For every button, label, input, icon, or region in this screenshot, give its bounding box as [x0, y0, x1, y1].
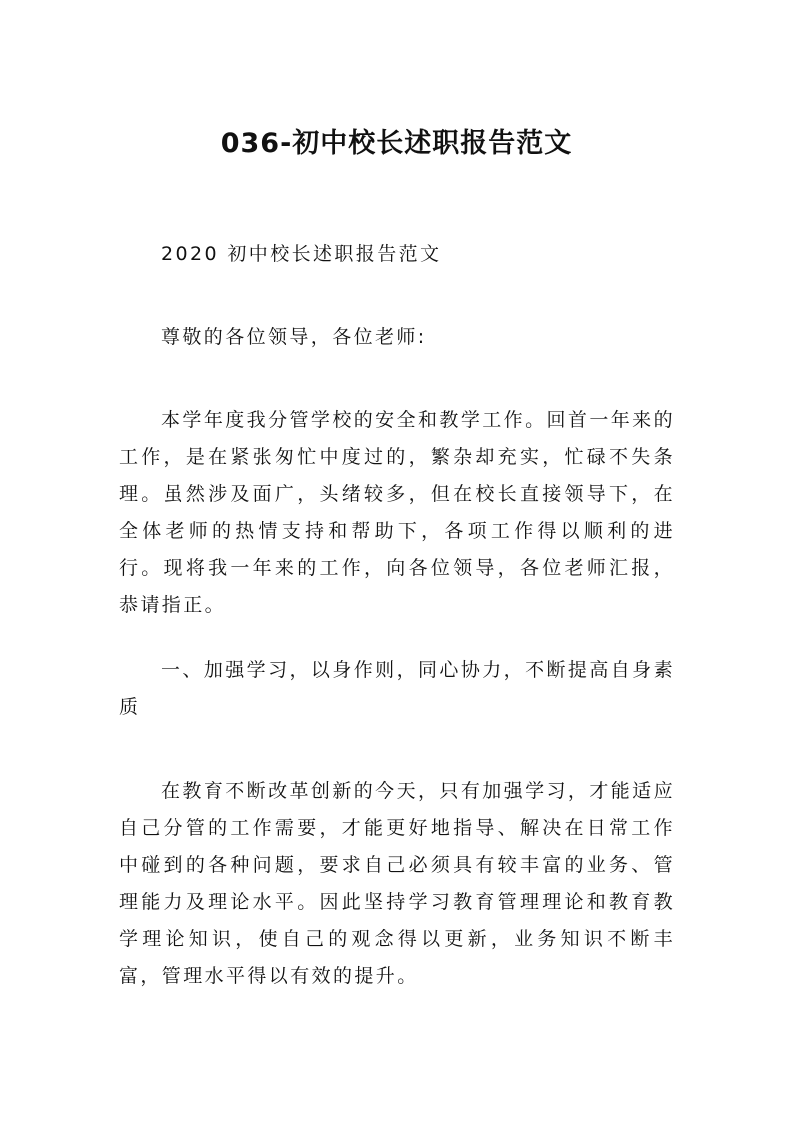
- section-heading-1: 一、加强学习，以身作则，同心协力，不断提高自身素质: [119, 659, 675, 718]
- salutation: 尊敬的各位领导，各位老师:: [161, 326, 427, 348]
- paragraph-study: 在教育不断改革创新的今天，只有加强学习，才能适应自己分管的工作需要，才能更好地指导、解决在日常工作中碰到的各种问题，要求自己必须具有较丰富的业务、管理能力及理论水平。因此坚持学习教育管理理论和教育教学理论知识，使自己的观念得以更新，业务知识不断丰富，管理水平得以有效的提升。: [119, 780, 675, 987]
- paragraph-intro: 本学年度我分管学校的安全和教学工作。回首一年来的工作，是在紧张匆忙中度过的，繁杂却充实，忙碌不失条理。虽然涉及面广，头绪较多，但在校长直接领导下，在全体老师的热情支持和帮助下，各项工作得以顺利的进行。现将我一年来的工作，向各位领导，各位老师汇报，恭请指正。: [119, 409, 675, 616]
- document-subtitle: 2020 初中校长述职报告范文: [161, 243, 442, 265]
- document-title: 036-初中校长述职报告范文: [220, 128, 573, 159]
